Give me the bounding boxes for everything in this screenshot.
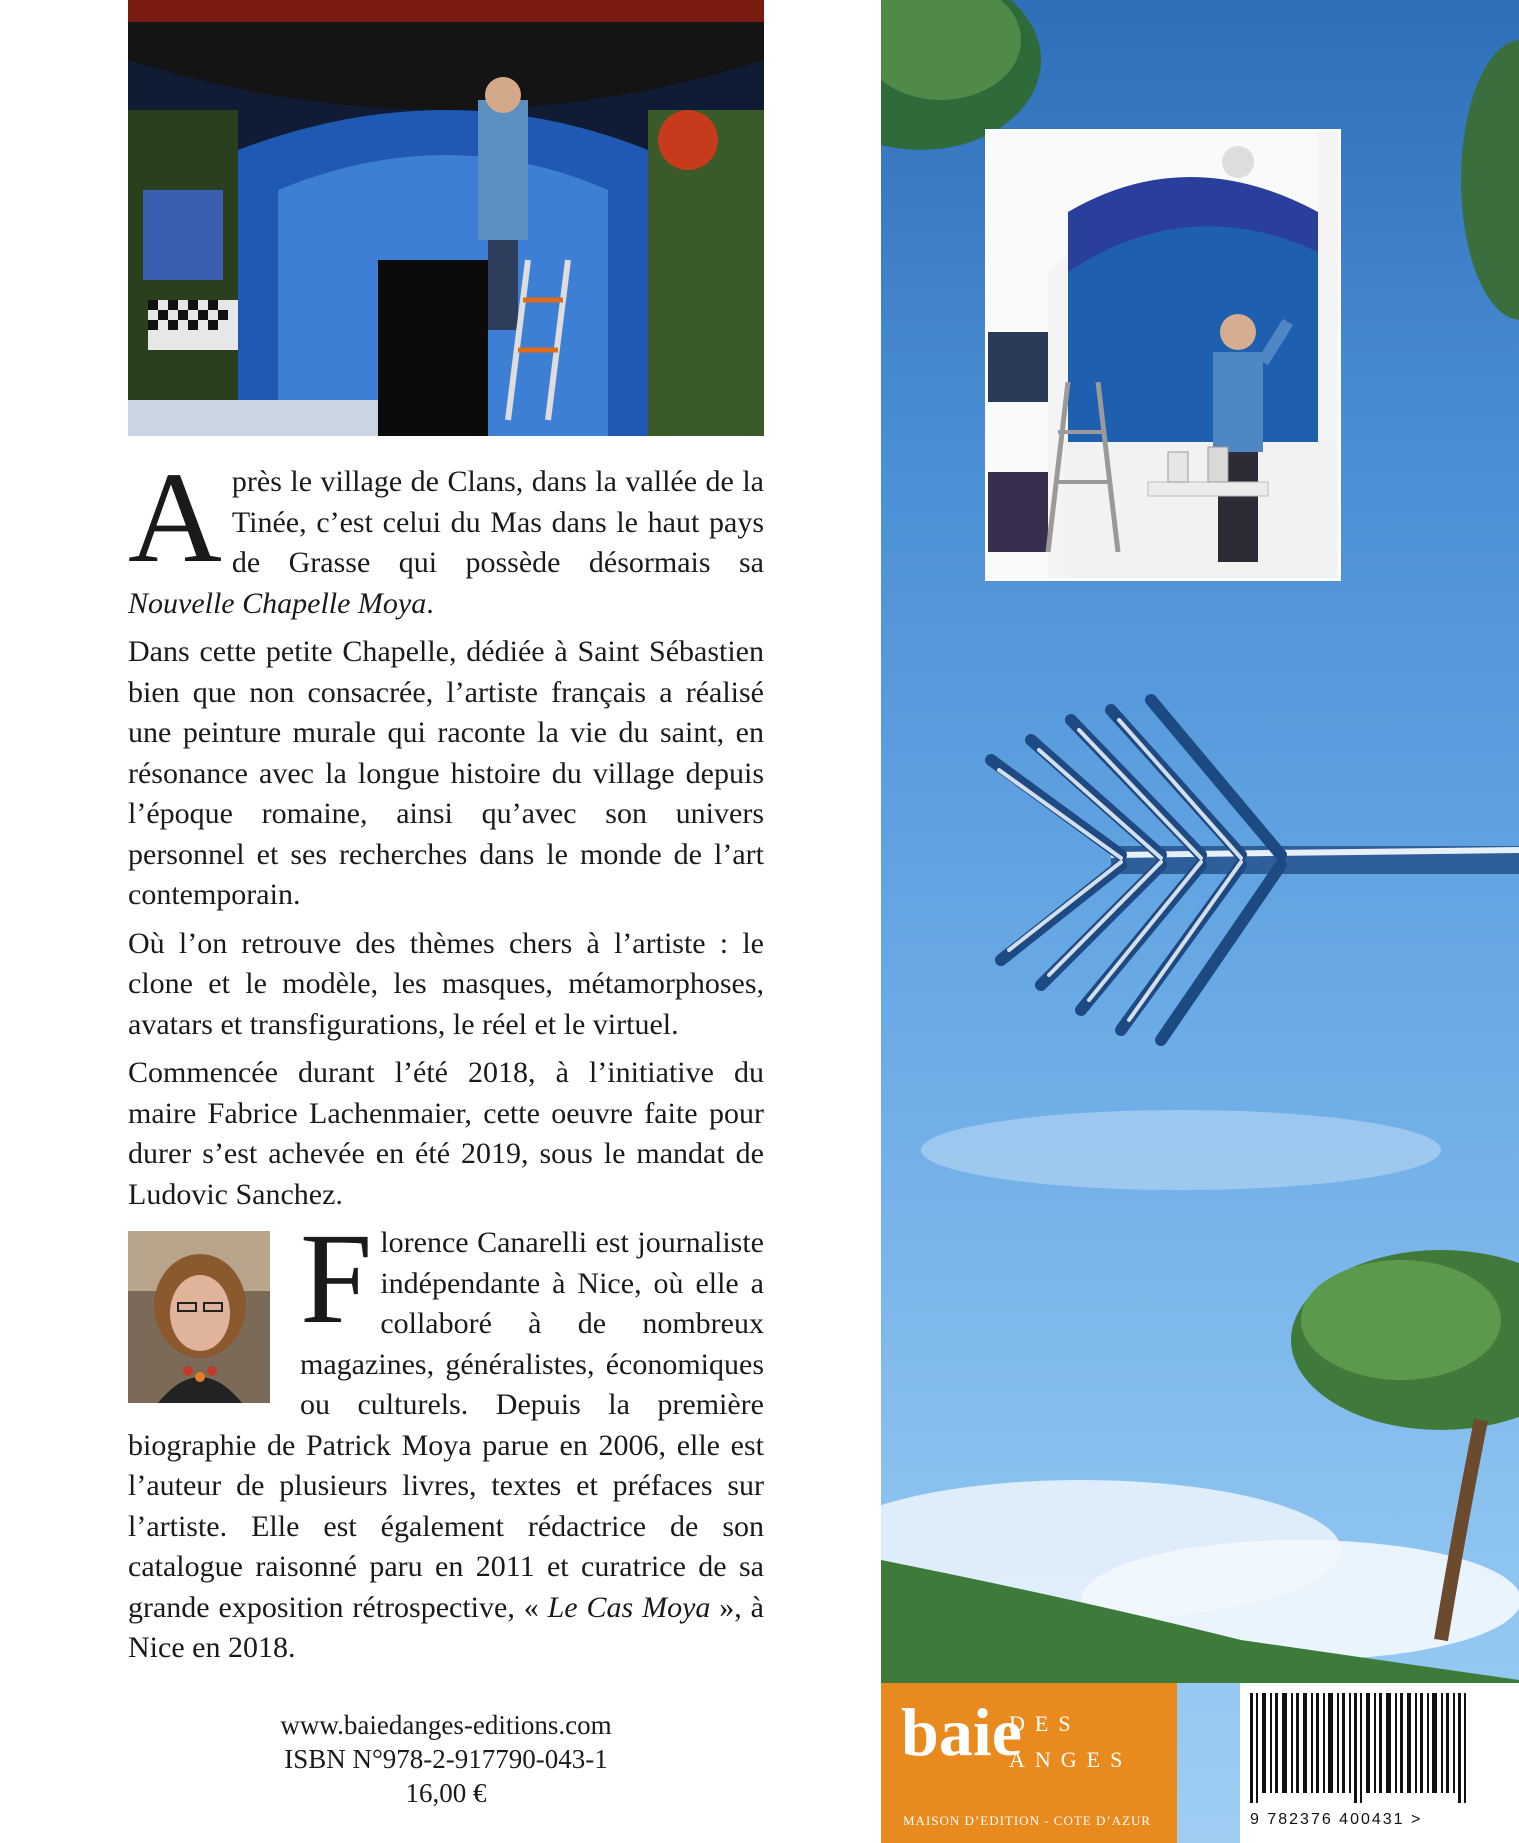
isbn-barcode <box>1240 1683 1519 1843</box>
author-bio-paragraph <box>128 1207 764 1669</box>
exhibition-title: Le Cas Moya <box>547 1590 711 1624</box>
mural-photo-illustration <box>128 0 764 436</box>
intro-text-end: . <box>426 586 434 620</box>
intro-text: près le village de Clans, dans la vallée de la Tinée, c’est celui du Mas dans le haut pays de Grasse qui possède désormais sa <box>231 465 764 579</box>
paragraph-chapel: Dans cette petite Chapelle, dédiée à Saint Sébastien bien que non consacrée, l’artiste français a réalisé une peinture murale qui raconte la vie du saint, en résonance avec la longue histoire du village depuis l’époque romaine, ainsi qu’avec son univers personnel et ses recherches dans le monde de l’art contemporain. <box>128 635 764 911</box>
barcode-bars <box>1240 1683 1519 1813</box>
publisher-logo-des: DES <box>1009 1711 1081 1736</box>
mural-painting-photo <box>128 0 764 436</box>
isbn-number: ISBN N°978-2-917790-043-1 <box>284 1744 608 1774</box>
publication-info <box>128 1708 764 1810</box>
book-price: 16,00 € <box>405 1778 487 1808</box>
author-portrait <box>128 1231 270 1403</box>
intro-paragraph <box>128 446 764 624</box>
website-url[interactable]: www.baiedanges-editions.com <box>280 1710 612 1740</box>
publisher-logo-wordmark: baie <box>901 1694 1022 1770</box>
artist-photo-illustration <box>988 132 1338 578</box>
author-photo <box>128 1231 270 1403</box>
bio-text-end: », à Nice en 2018. <box>128 1590 764 1664</box>
publisher-tagline: MAISON D’EDITION - COTE D’AZUR <box>903 1813 1152 1828</box>
publisher-logo-block <box>881 1683 1177 1843</box>
paragraph-history: Commencée durant l’été 2018, à l’initiative du maire Fabrice Lachenmaier, cette oeuvre faite pour durer s’est achevée en été 2019, sous le mandat de Ludovic Sanchez. <box>128 1056 764 1211</box>
publisher-logo-anges: ANGES <box>1009 1747 1133 1772</box>
paragraph-themes: Où l’on retrouve des thèmes chers à l’artiste : le clone et le modèle, les masques, métamorphoses, avatars et transfigurations, le réel et le virtuel. <box>128 926 764 1041</box>
bio-dropcap: F <box>300 1207 373 1351</box>
back-cover-body-text <box>128 446 764 1677</box>
bio-text: lorence Canarelli est journaliste indépendante à Nice, où elle a collaboré à de nombreux magazines, généralistes, économiques ou culturels. Depuis la première biographie de Patrick Moya parue en 2006, elle est l’auteur de plusieurs livres, textes et préfaces sur l’artiste. Elle est également rédactrice de son catalogue raisonné paru en 2011 et curatrice de sa grande exposition rétrospective, « <box>128 1226 764 1624</box>
intro-dropcap: A <box>128 446 222 590</box>
barcode-digits: 9 782376 400431 > <box>1250 1811 1423 1828</box>
cover-artwork <box>881 0 1519 1843</box>
intro-book-title: Nouvelle Chapelle Moya <box>128 586 427 620</box>
artist-painting-photo <box>985 129 1341 581</box>
